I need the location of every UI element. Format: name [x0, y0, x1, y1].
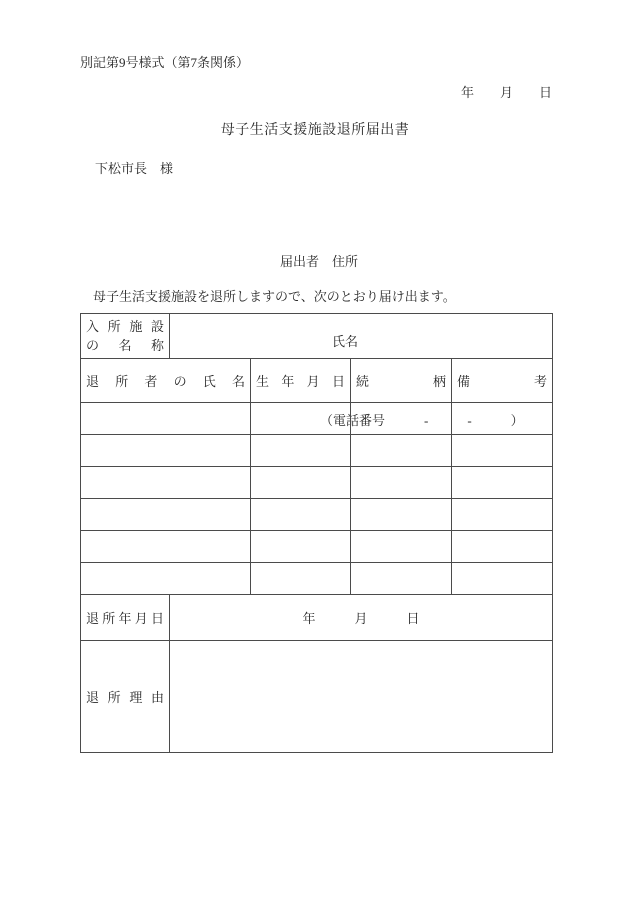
discharge-reason-row	[81, 641, 553, 753]
form-number: 別記第9号様式（第7条関係）	[80, 55, 250, 70]
name-cell	[81, 563, 251, 595]
empty-data-rows	[81, 403, 553, 595]
addressee: 下松市長 様	[95, 161, 174, 176]
name-cell	[81, 403, 251, 435]
remarks-cell	[452, 563, 553, 595]
declarer-name-line: 氏名	[332, 333, 359, 349]
relationship-cell	[351, 435, 452, 467]
table-empty-row	[81, 531, 553, 563]
relationship-cell	[351, 563, 452, 595]
birthdate-cell	[251, 435, 351, 467]
declarer-address-line: 届出者 住所	[280, 254, 359, 269]
table-header-row	[81, 359, 553, 403]
header-discharged-person-name: 退所者の氏名	[81, 359, 251, 403]
remarks-cell	[452, 531, 553, 563]
name-cell	[81, 435, 251, 467]
discharge-reason-label-cell: 退所理由	[81, 641, 170, 753]
header-remarks: 備考	[452, 359, 553, 403]
header-birthdate: 生年月日	[251, 359, 351, 403]
discharge-date-row	[81, 595, 553, 641]
name-cell	[81, 531, 251, 563]
facility-name-row	[81, 314, 553, 359]
discharge-date-label-cell: 退所年月日	[81, 595, 170, 641]
table-empty-row	[81, 499, 553, 531]
page-title: 母子生活支援施設退所届出書	[220, 123, 410, 138]
facility-name-label-cell	[81, 314, 170, 359]
table-empty-row	[81, 403, 553, 435]
discharge-form-table	[80, 313, 553, 753]
remarks-cell	[452, 467, 553, 499]
relationship-cell	[351, 403, 452, 435]
birthdate-cell	[251, 403, 351, 435]
discharge-reason-value-cell	[170, 641, 553, 753]
remarks-cell	[452, 435, 553, 467]
intro-text: 母子生活支援施設を退所しますので、次のとおり届け出ます。	[93, 289, 456, 304]
relationship-cell	[351, 531, 452, 563]
date-line: 年 月 日	[460, 85, 552, 100]
relationship-cell	[351, 499, 452, 531]
facility-name-label-line1: 入所施設	[86, 319, 164, 334]
facility-name-value-cell	[170, 314, 553, 359]
declarer-phone-line: （電話番号 - - ）	[320, 413, 524, 428]
table-empty-row	[81, 563, 553, 595]
header-relationship: 続柄	[351, 359, 452, 403]
facility-name-label-line2: の名称	[86, 338, 164, 353]
relationship-cell	[351, 467, 452, 499]
name-cell	[81, 467, 251, 499]
discharge-date-value-cell: 年 月 日	[170, 595, 553, 641]
birthdate-cell	[251, 499, 351, 531]
remarks-cell	[452, 499, 553, 531]
remarks-cell	[452, 403, 553, 435]
name-cell	[81, 499, 251, 531]
birthdate-cell	[251, 467, 351, 499]
table-empty-row	[81, 467, 553, 499]
birthdate-cell	[251, 563, 351, 595]
table-empty-row	[81, 435, 553, 467]
birthdate-cell	[251, 531, 351, 563]
